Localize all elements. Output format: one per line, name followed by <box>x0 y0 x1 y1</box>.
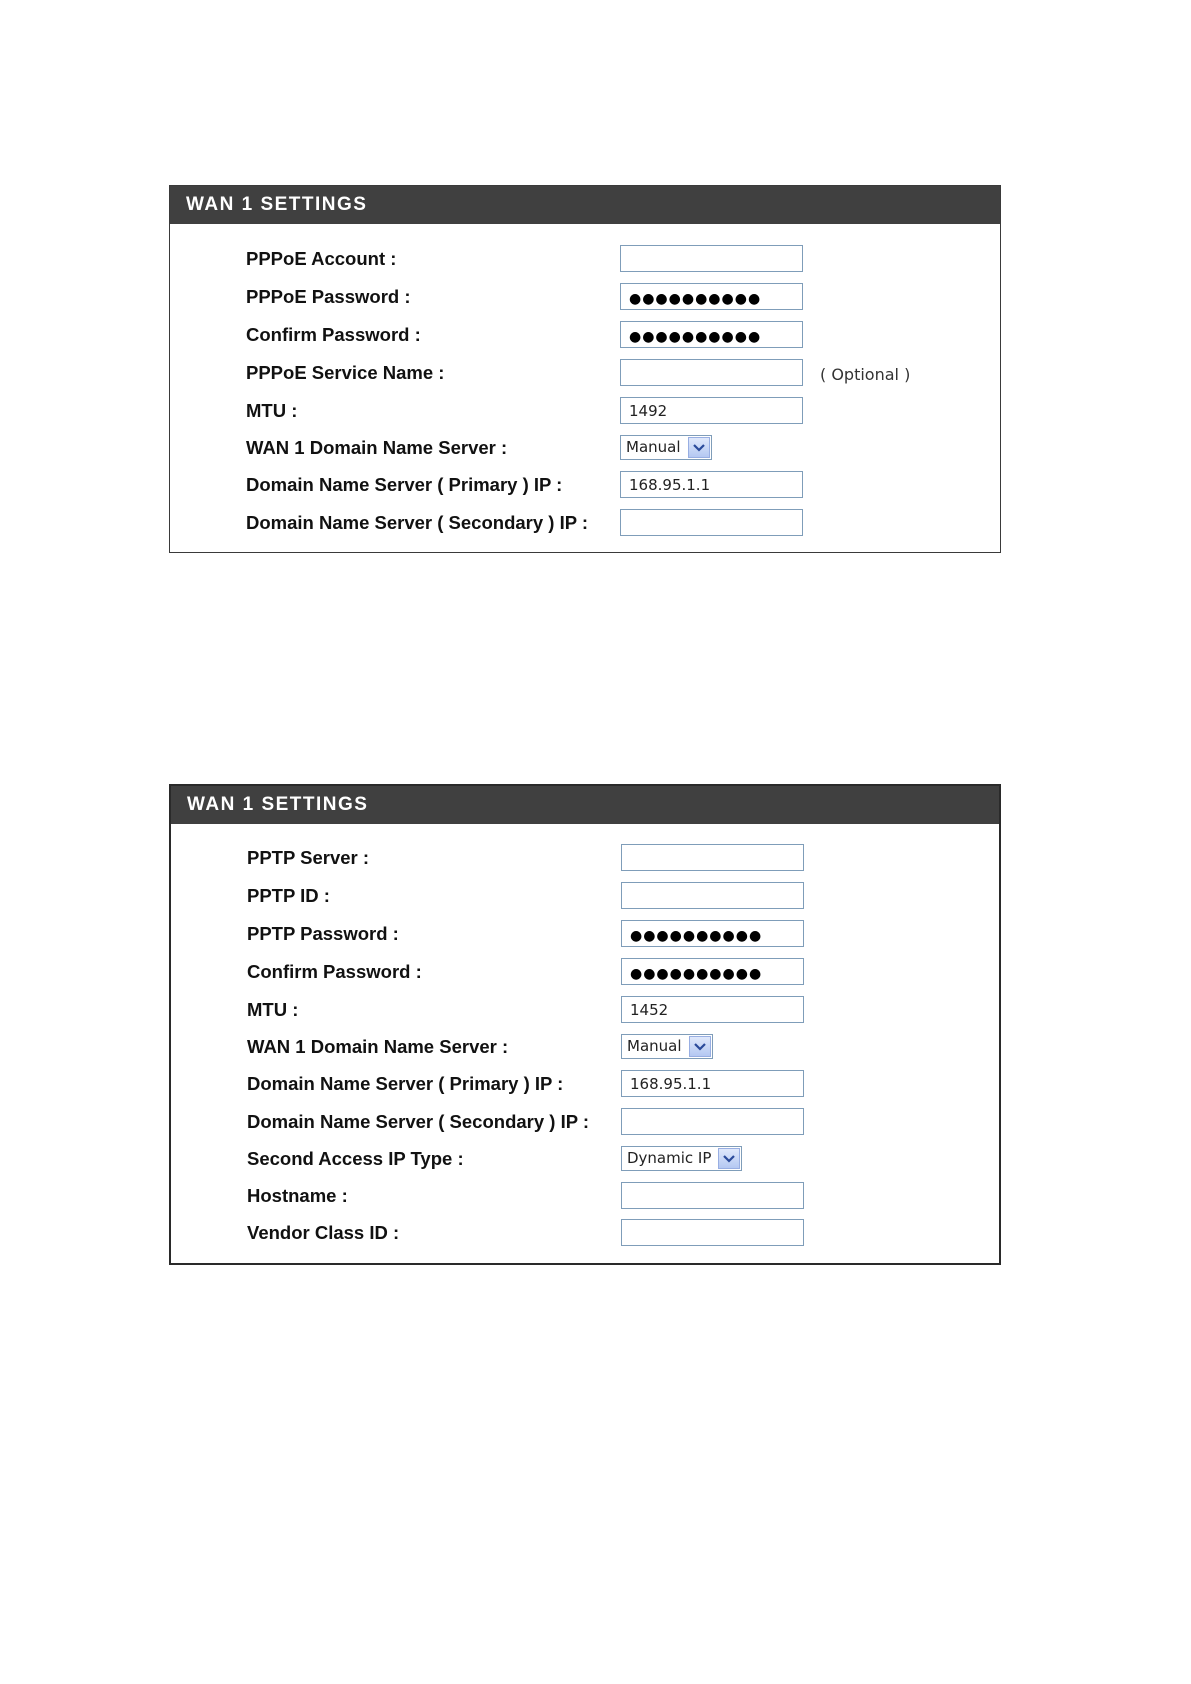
pptp-dns-primary-row <box>171 1069 999 1099</box>
second-access-ip-type-row <box>171 1144 999 1174</box>
chevron-down-icon[interactable] <box>688 437 710 458</box>
pppoe-service-name-row <box>170 358 1000 388</box>
hostname-input[interactable] <box>621 1182 804 1209</box>
pppoe-mtu-label: MTU : <box>246 400 298 421</box>
pppoe-dns-mode-row <box>170 433 1000 463</box>
pppoe-dns-secondary-input[interactable] <box>620 509 803 536</box>
pppoe-password-label: PPPoE Password : <box>246 286 411 307</box>
pptp-id-row <box>171 881 999 911</box>
pptp-dns-secondary-row <box>171 1107 999 1137</box>
vendor-class-id-row <box>171 1218 999 1248</box>
pppoe-mtu-input[interactable]: 1492 <box>620 397 803 424</box>
pptp-dns-mode-label: WAN 1 Domain Name Server : <box>247 1036 509 1057</box>
pppoe-service-name-input[interactable] <box>620 359 803 386</box>
second-access-ip-type-label: Second Access IP Type : <box>247 1148 464 1169</box>
pptp-password-input[interactable]: ●●●●●●●●●● <box>621 920 804 947</box>
pptp-confirm-password-label: Confirm Password : <box>247 961 422 982</box>
chevron-down-icon[interactable] <box>718 1148 740 1169</box>
pppoe-service-name-label: PPPoE Service Name : <box>246 362 445 383</box>
pptp-dns-secondary-label: Domain Name Server ( Secondary ) IP : <box>247 1111 590 1132</box>
pptp-id-input[interactable] <box>621 882 804 909</box>
hostname-label: Hostname : <box>247 1185 348 1206</box>
pptp-server-label: PPTP Server : <box>247 847 370 868</box>
chevron-down-icon[interactable] <box>689 1036 711 1057</box>
pptp-mtu-row <box>171 995 999 1025</box>
vendor-class-id-input[interactable] <box>621 1219 804 1246</box>
pptp-mtu-label: MTU : <box>247 999 299 1020</box>
pppoe-password-row <box>170 282 1000 312</box>
pppoe-dns-secondary-label: Domain Name Server ( Secondary ) IP : <box>246 512 589 533</box>
vendor-class-id-label: Vendor Class ID : <box>247 1222 400 1243</box>
pppoe-dns-secondary-row <box>170 508 1000 538</box>
pptp-server-row <box>171 843 999 873</box>
panel-title: WAN 1 SETTINGS <box>171 786 999 824</box>
pppoe-account-label: PPPoE Account : <box>246 248 397 269</box>
pptp-id-label: PPTP ID : <box>247 885 330 906</box>
pptp-dns-mode-row <box>171 1032 999 1062</box>
pppoe-confirm-password-input[interactable]: ●●●●●●●●●● <box>620 321 803 348</box>
pppoe-password-input[interactable]: ●●●●●●●●●● <box>620 283 803 310</box>
pppoe-dns-mode-label: WAN 1 Domain Name Server : <box>246 437 508 458</box>
pppoe-mtu-row <box>170 396 1000 426</box>
pppoe-account-input[interactable] <box>620 245 803 272</box>
hostname-row <box>171 1181 999 1211</box>
panel-title: WAN 1 SETTINGS <box>170 186 1000 224</box>
pptp-dns-secondary-input[interactable] <box>621 1108 804 1135</box>
pppoe-account-row <box>170 244 1000 274</box>
pppoe-dns-primary-label: Domain Name Server ( Primary ) IP : <box>246 474 563 495</box>
pppoe-dns-mode-select[interactable] <box>620 435 712 460</box>
second-access-ip-type-select[interactable] <box>621 1146 742 1171</box>
pptp-dns-primary-label: Domain Name Server ( Primary ) IP : <box>247 1073 564 1094</box>
pppoe-dns-primary-row <box>170 470 1000 500</box>
pptp-dns-primary-input[interactable]: 168.95.1.1 <box>621 1070 804 1097</box>
optional-hint: ( Optional ) <box>820 365 911 384</box>
pptp-confirm-password-row <box>171 957 999 987</box>
pptp-dns-mode-value: Manual <box>627 1037 682 1055</box>
pptp-dns-mode-select[interactable] <box>621 1034 713 1059</box>
second-access-ip-type-value: Dynamic IP <box>627 1149 712 1167</box>
pptp-password-row <box>171 919 999 949</box>
pppoe-confirm-password-label: Confirm Password : <box>246 324 421 345</box>
pppoe-wan-settings-panel <box>169 185 1001 553</box>
pppoe-dns-primary-input[interactable]: 168.95.1.1 <box>620 471 803 498</box>
pptp-server-input[interactable] <box>621 844 804 871</box>
pppoe-dns-mode-value: Manual <box>626 438 681 456</box>
pptp-mtu-input[interactable]: 1452 <box>621 996 804 1023</box>
pppoe-confirm-password-row <box>170 320 1000 350</box>
pptp-wan-settings-panel <box>169 784 1001 1265</box>
pptp-confirm-password-input[interactable]: ●●●●●●●●●● <box>621 958 804 985</box>
pptp-password-label: PPTP Password : <box>247 923 399 944</box>
